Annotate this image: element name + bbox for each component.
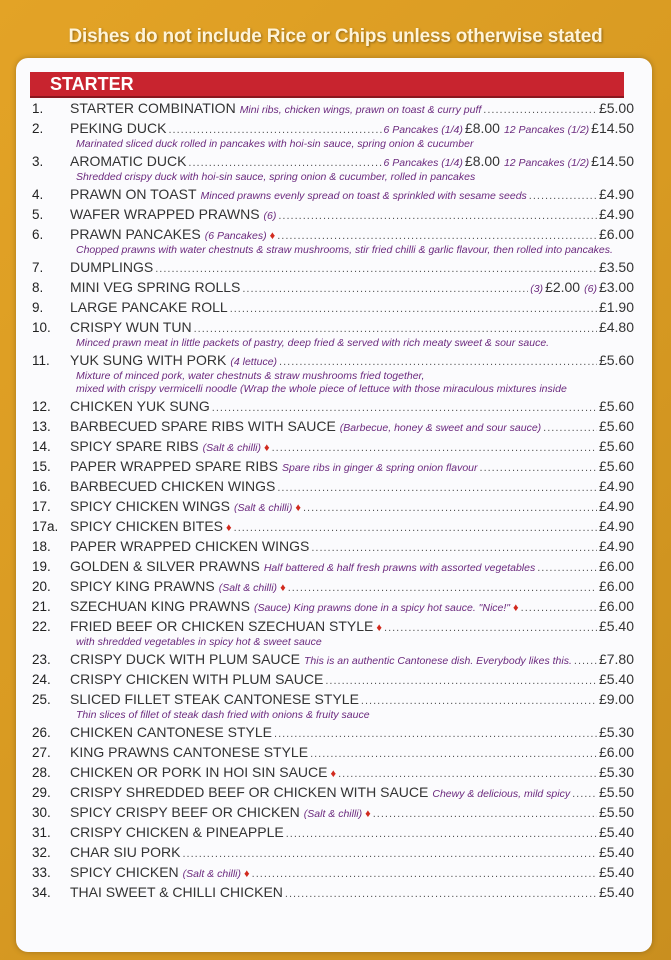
item-price: £5.60 (598, 398, 634, 414)
section-banner (30, 72, 624, 98)
item-number: 22. (32, 619, 51, 634)
item-description: Chewy & delicious, mild spicy (432, 788, 571, 800)
item-name: BARBECUED CHICKEN WINGS (70, 478, 276, 494)
option-label: (3) (530, 283, 544, 295)
menu-item-row (16, 576, 652, 596)
option-label: 12 Pancakes (1/2) (503, 124, 590, 136)
menu-item (16, 396, 652, 416)
option-label: (6) (584, 283, 597, 295)
item-name: LARGE PANCAKE ROLL (70, 299, 228, 315)
menu-item (16, 476, 652, 496)
section-title: STARTER (50, 74, 134, 94)
item-description: (4 lettuce) (230, 356, 278, 368)
menu-item (16, 317, 652, 350)
dot-leader (279, 352, 597, 372)
menu-item (16, 742, 652, 762)
item-name: KING PRAWNS CANTONESE STYLE (70, 744, 309, 760)
dot-leader (373, 804, 597, 824)
menu-item-row (16, 456, 652, 476)
item-price: £4.90 (598, 538, 634, 554)
item-description: (Barbecue, honey & sweet and sour sauce) (339, 422, 542, 434)
item-price: £4.90 (598, 186, 634, 202)
item-number: 1. (32, 101, 44, 116)
item-price: £5.00 (598, 100, 634, 116)
dot-leader (483, 100, 597, 120)
item-description: Half battered & half fresh prawns with assorted vegetables (263, 562, 536, 574)
item-name: SPICY CHICKEN WINGS (70, 498, 230, 514)
item-number: 19. (32, 559, 51, 574)
item-description: (Salt & chilli) (303, 808, 363, 820)
option-label: 6 Pancakes (1/4) (383, 124, 463, 136)
item-name: DUMPLINGS (70, 259, 154, 275)
chili-icon: ♦ (295, 502, 301, 514)
item-number: 24. (32, 672, 51, 687)
item-name: CHICKEN CANTONESE STYLE (70, 724, 273, 740)
item-description: This is an authentic Cantonese dish. Everybody likes this. (304, 655, 572, 667)
dot-leader (252, 864, 597, 884)
menu-item (16, 722, 652, 742)
menu-item (16, 98, 652, 118)
item-price: £5.40 (598, 844, 634, 860)
dot-leader (230, 299, 597, 319)
item-name: FRIED BEEF OR CHICKEN SZECHUAN STYLE (70, 618, 374, 634)
menu-item-row (16, 882, 652, 902)
item-name: SPICY SPARE RIBS (70, 438, 199, 454)
dot-leader (288, 578, 597, 598)
menu-item (16, 596, 652, 616)
menu-item (16, 204, 652, 224)
option-price: £14.50 (591, 153, 634, 169)
menu-item-row (16, 556, 652, 576)
item-price: £5.60 (598, 458, 634, 474)
item-number: 15. (32, 459, 51, 474)
item-price: £5.30 (598, 764, 634, 780)
item-number: 20. (32, 579, 51, 594)
dot-leader (272, 438, 597, 458)
item-name: PAPER WRAPPED SPARE RIBS (70, 458, 278, 474)
menu-item-row (16, 277, 652, 297)
menu-item (16, 782, 652, 802)
item-price: £7.80 (598, 651, 634, 667)
dot-leader (325, 671, 597, 691)
dot-leader (286, 824, 597, 844)
item-description: (Salt & chilli) (202, 442, 261, 454)
menu-item-row (16, 689, 652, 709)
menu-item-row (16, 436, 652, 456)
menu-item (16, 649, 652, 669)
item-price: £5.40 (598, 884, 634, 900)
item-name: WAFER WRAPPED PRAWNS (70, 206, 260, 222)
item-name: THAI SWEET & CHILLI CHICKEN (70, 884, 283, 900)
menu-item (16, 496, 652, 516)
dot-leader (188, 153, 381, 173)
item-description: (6 Pancakes) (204, 230, 267, 242)
item-description: (Salt & chilli) (182, 868, 242, 880)
item-name: SPICY KING PRAWNS (70, 578, 215, 594)
dot-leader (278, 206, 597, 226)
dot-leader (234, 518, 597, 538)
menu-item (16, 436, 652, 456)
item-number: 18. (32, 539, 51, 554)
item-subdescription: Chopped prawns with water chestnuts & straw mushrooms, stir fried chilli & garlic flavour, then rolled into pancakes. (76, 244, 613, 256)
item-number: 9. (32, 300, 44, 315)
dot-leader (521, 598, 597, 618)
menu-item-row (16, 257, 652, 277)
item-price: £6.00 (598, 598, 634, 614)
menu-item-row (16, 476, 652, 496)
item-price: £5.50 (598, 784, 634, 800)
dot-leader (361, 691, 597, 711)
menu-item-row (16, 862, 652, 882)
menu-item-row (16, 204, 652, 224)
item-number: 3. (32, 154, 44, 169)
dot-leader (274, 724, 597, 744)
item-name: PRAWN PANCAKES (70, 226, 201, 242)
menu-item (16, 862, 652, 882)
item-price: £6.00 (598, 558, 634, 574)
menu-item (16, 536, 652, 556)
menu-item (16, 416, 652, 436)
menu-item-row (16, 649, 652, 669)
dot-leader (277, 478, 597, 498)
item-price: £4.80 (598, 319, 634, 335)
option-label: 6 Pancakes (1/4) (383, 157, 463, 169)
menu-item (16, 118, 652, 151)
item-price: £5.40 (598, 824, 634, 840)
chili-icon: ♦ (244, 868, 250, 880)
menu-item-row (16, 224, 652, 244)
item-name: CRISPY CHICKEN WITH PLUM SAUCE (70, 671, 324, 687)
menu-item (16, 151, 652, 184)
menu-item (16, 516, 652, 536)
item-number: 28. (32, 765, 51, 780)
item-price: £5.40 (598, 864, 634, 880)
dot-leader (310, 744, 597, 764)
item-price: £4.90 (598, 206, 634, 222)
item-description: (6) (263, 210, 277, 222)
menu-item (16, 297, 652, 317)
item-description: Mini ribs, chicken wings, prawn on toast & curry puff (239, 104, 482, 116)
item-number: 33. (32, 865, 51, 880)
menu-item-row (16, 297, 652, 317)
dot-leader (155, 259, 597, 279)
item-name: PEKING DUCK (70, 120, 167, 136)
dot-leader (212, 398, 597, 418)
chili-icon: ♦ (365, 808, 371, 820)
item-price: £5.60 (598, 438, 634, 454)
dot-leader (480, 458, 597, 478)
menu-item (16, 456, 652, 476)
chili-icon: ♦ (376, 622, 383, 634)
item-number: 30. (32, 805, 51, 820)
item-price: £9.00 (598, 691, 634, 707)
item-name: SZECHUAN KING PRAWNS (70, 598, 250, 614)
item-name: CHICKEN YUK SUNG (70, 398, 210, 414)
menu-item-row (16, 396, 652, 416)
item-price: £5.50 (598, 804, 634, 820)
item-name: PAPER WRAPPED CHICKEN WINGS (70, 538, 310, 554)
menu-item (16, 556, 652, 576)
item-name: STARTER COMBINATION (70, 100, 236, 116)
item-number: 21. (32, 599, 51, 614)
dot-leader (572, 784, 597, 804)
item-subdescription: Marinated sliced duck rolled in pancakes with hoi-sin sauce, spring onion & cucumber (76, 138, 474, 150)
dot-leader (529, 186, 597, 206)
item-number: 31. (32, 825, 51, 840)
item-price: £4.90 (598, 498, 634, 514)
dot-leader (543, 418, 597, 438)
item-number: 25. (32, 692, 51, 707)
item-number: 14. (32, 439, 51, 454)
dot-leader (338, 764, 597, 784)
menu-item-row (16, 516, 652, 536)
dot-leader (303, 498, 597, 518)
item-price: £6.00 (598, 226, 634, 242)
item-price: £4.90 (598, 478, 634, 494)
item-name: SPICY CHICKEN BITES (70, 518, 224, 534)
item-name: PRAWN ON TOAST (70, 186, 197, 202)
menu-item-row (16, 669, 652, 689)
item-number: 11. (32, 353, 50, 368)
item-price: £1.90 (598, 299, 634, 315)
menu-item-row (16, 536, 652, 556)
item-number: 12. (32, 399, 51, 414)
menu-item-row (16, 98, 652, 118)
menu-item (16, 822, 652, 842)
item-description: Spare ribs in ginger & spring onion flavour (281, 462, 478, 474)
menu-item-row (16, 762, 652, 782)
menu-item (16, 669, 652, 689)
item-name: GOLDEN & SILVER PRAWNS (70, 558, 260, 574)
menu-item-row (16, 151, 652, 171)
menu-item (16, 350, 652, 396)
item-name: SPICY CHICKEN (70, 864, 179, 880)
item-subdescription: mixed with crispy vermicelli noodle (Wrap the whole piece of lettuce with those miraculous mixtures inside (76, 383, 567, 395)
dot-leader (574, 651, 597, 671)
option-price: £2.00 (545, 279, 581, 295)
item-name: CRISPY WUN TUN (70, 319, 192, 335)
item-number: 8. (32, 280, 44, 295)
item-name: CRISPY DUCK WITH PLUM SAUCE (70, 651, 300, 667)
item-number: 29. (32, 785, 51, 800)
item-number: 6. (32, 227, 44, 242)
item-price: £5.60 (598, 418, 634, 434)
item-name: AROMATIC DUCK (70, 153, 187, 169)
menu-item (16, 277, 652, 297)
menu-item-row (16, 596, 652, 616)
chili-icon: ♦ (280, 582, 286, 594)
menu-item-row (16, 842, 652, 862)
item-name: MINI VEG SPRING ROLLS (70, 279, 241, 295)
item-number: 34. (32, 885, 51, 900)
item-price: £5.60 (598, 352, 634, 368)
item-price: £6.00 (598, 744, 634, 760)
item-subdescription: Thin slices of fillet of steak dash fried with onions & fruity sauce (76, 709, 370, 721)
menu-item (16, 762, 652, 782)
item-name: SLICED FILLET STEAK CANTONESE STYLE (70, 691, 359, 707)
item-number: 17. (32, 499, 51, 514)
menu-item-row (16, 184, 652, 204)
item-description: (Sauce) King prawns done in a spicy hot sauce. "Nice!" (253, 602, 511, 614)
dot-leader (168, 120, 381, 140)
item-number: 13. (32, 419, 51, 434)
option-label: 12 Pancakes (1/2) (503, 157, 590, 169)
chili-icon: ♦ (264, 442, 270, 454)
dot-leader (194, 319, 597, 339)
menu-item (16, 576, 652, 596)
menu-item (16, 802, 652, 822)
item-number: 16. (32, 479, 51, 494)
chili-icon: ♦ (330, 768, 337, 780)
item-name: SPICY CRISPY BEEF OR CHICKEN (70, 804, 300, 820)
dot-leader (384, 618, 597, 638)
dot-leader (182, 844, 596, 864)
item-number: 23. (32, 652, 51, 667)
item-price: £5.30 (598, 724, 634, 740)
item-subdescription: Mixture of minced pork, water chestnuts & straw mushrooms fried together, (76, 370, 425, 382)
dot-leader (311, 538, 597, 558)
item-price: £5.40 (598, 671, 634, 687)
chili-icon: ♦ (269, 230, 276, 242)
item-number: 27. (32, 745, 51, 760)
menu-item-row (16, 822, 652, 842)
menu-item-row (16, 722, 652, 742)
item-price: £3.50 (598, 259, 634, 275)
item-number: 32. (32, 845, 51, 860)
menu-item-row (16, 742, 652, 762)
menu-item (16, 689, 652, 722)
menu-card (16, 58, 652, 952)
dot-leader (537, 558, 597, 578)
chili-icon: ♦ (513, 602, 519, 614)
chili-icon: ♦ (226, 522, 232, 534)
menu-item (16, 257, 652, 277)
item-subdescription: with shredded vegetables in spicy hot & sweet sauce (76, 636, 322, 648)
item-name: YUK SUNG WITH PORK (70, 352, 227, 368)
dot-leader (285, 884, 597, 904)
item-name: CHAR SIU PORK (70, 844, 181, 860)
menu-item (16, 616, 652, 649)
dot-leader (242, 279, 528, 299)
menu-item-row (16, 496, 652, 516)
item-price: £4.90 (598, 518, 634, 534)
item-name: CRISPY CHICKEN & PINEAPPLE (70, 824, 284, 840)
option-price: £14.50 (591, 120, 634, 136)
item-price: £5.40 (598, 618, 634, 634)
option-price: £8.00 (464, 120, 500, 136)
dot-leader (277, 226, 597, 246)
menu-item-row (16, 350, 652, 370)
menu-item (16, 882, 652, 902)
item-description: (Salt & chilli) (218, 582, 278, 594)
item-name: CHICKEN OR PORK IN HOI SIN SAUCE (70, 764, 328, 780)
menu-list (16, 98, 652, 902)
item-subdescription: Shredded crispy duck with hoi-sin sauce, spring onion & cucumber, rolled in pancakes (76, 171, 476, 183)
item-name: CRISPY SHREDDED BEEF OR CHICKEN WITH SAUCE (70, 784, 429, 800)
item-number: 26. (32, 725, 51, 740)
item-description: Minced prawns evenly spread on toast & sprinkled with sesame seeds (200, 190, 527, 202)
item-number: 10. (32, 320, 51, 335)
menu-item-row (16, 118, 652, 138)
item-description: (Salt & chilli) (234, 502, 293, 514)
menu-item (16, 224, 652, 257)
menu-item-row (16, 802, 652, 822)
item-price: £6.00 (598, 578, 634, 594)
item-number: 7. (32, 260, 44, 275)
item-number: 4. (32, 187, 44, 202)
menu-item (16, 842, 652, 862)
option-price: £3.00 (598, 279, 634, 295)
menu-item-row (16, 317, 652, 337)
option-price: £8.00 (464, 153, 500, 169)
item-number: 17a. (32, 519, 59, 534)
menu-item (16, 184, 652, 204)
menu-item-row (16, 782, 652, 802)
menu-item-row (16, 616, 652, 636)
item-subdescription: Minced prawn meat in little packets of pastry, deep fried & served with rich meaty sweet & sour sauce. (76, 337, 550, 349)
item-number: 2. (32, 121, 44, 136)
menu-item-row (16, 416, 652, 436)
item-number: 5. (32, 207, 44, 222)
item-name: BARBECUED SPARE RIBS WITH SAUCE (70, 418, 336, 434)
notice-text: Dishes do not include Rice or Chips unless otherwise stated (68, 26, 603, 47)
